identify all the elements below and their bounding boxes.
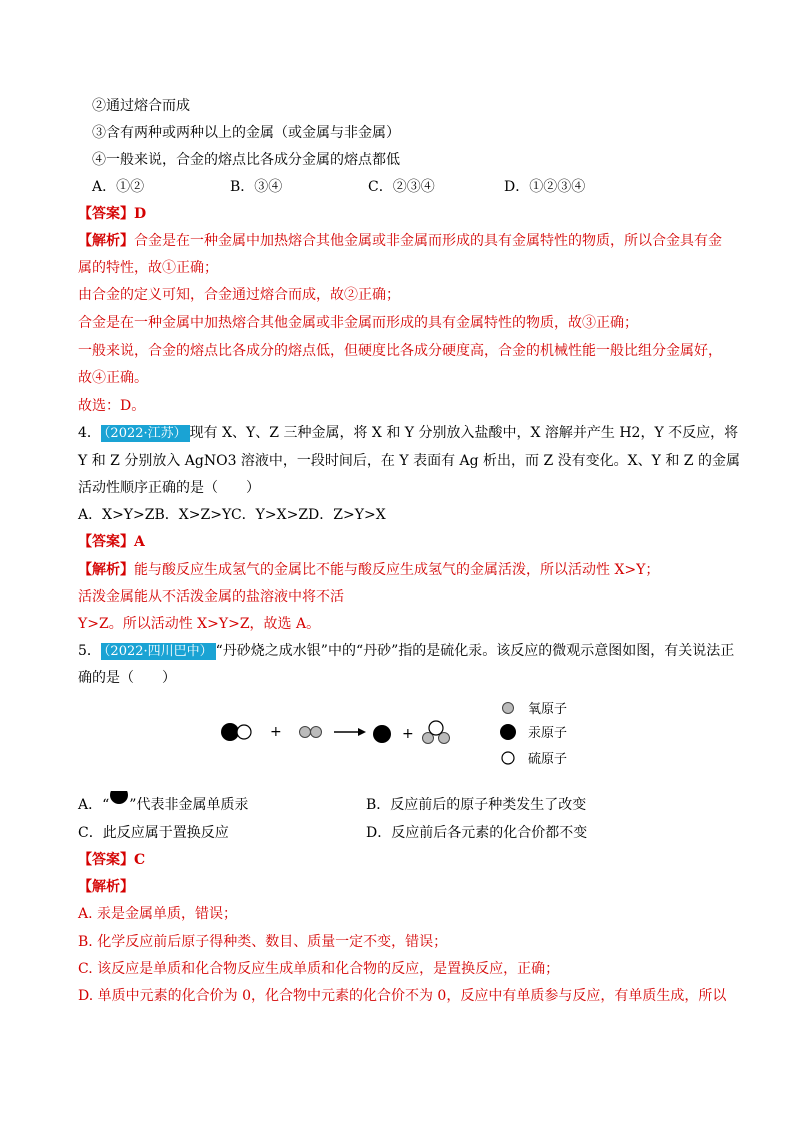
mercury-atom <box>373 725 391 743</box>
q5-answer <box>78 850 145 870</box>
analysis-label: 【解析】 <box>78 233 134 249</box>
q5-option-d: D．反应前后各元素的化合价都不变 <box>366 825 588 841</box>
answer-label: 【答案】 <box>78 206 134 222</box>
answer-value: D <box>134 206 147 222</box>
q3-analysis-line-3: 由合金的定义可知，合金通过熔合而成，故②正确； <box>78 287 400 303</box>
q4-stem-line-2: Y 和 Z 分别放入 AgNO3 溶液中，一段时间后，在 Y 表面有 Ag 析出，而 Z 没有变化。X、Y 和 Z 的金属 <box>78 453 740 469</box>
answer-value: A <box>134 534 145 550</box>
reaction-diagram <box>210 692 610 772</box>
sulfur-atom <box>237 725 251 739</box>
q3-analysis-line-6: 故④正确。 <box>78 370 148 386</box>
mercury-atom <box>221 723 239 741</box>
q5-analysis-line-3: C. 该反应是单质和化合物反应生成单质和化合物的反应，是置换反应，正确； <box>78 961 560 977</box>
q4-analysis-line-1: 【解析】能与酸反应生成氢气的金属比不能与酸反应生成氢气的金属活泼，所以活动性 X>Y； <box>78 562 660 578</box>
answer-label: 【答案】 <box>78 852 134 868</box>
legend-mercury-icon <box>500 724 516 740</box>
plus-sign-2: + <box>402 726 414 742</box>
q3-analysis-line-2: 属的特性，故①正确； <box>78 260 218 276</box>
q4-answer <box>78 532 145 552</box>
q3-option-d: D．①②③④ <box>504 179 586 195</box>
q3-analysis-line-4: 合金是在一种金属中加热熔合其他金属或非金属而形成的具有金属特性的物质，故③正确； <box>78 315 638 331</box>
q5-analysis-line-2: B. 化学反应前后原子得种类、数目、质量一定不变，错误； <box>78 934 448 950</box>
arrow-head-icon <box>358 728 366 736</box>
q3-analysis-line-7: 故选：D。 <box>78 398 146 414</box>
oxygen-atom <box>311 727 322 738</box>
q5-analysis-line-1: A. 汞是金属单质，错误； <box>78 906 238 922</box>
q3-option-b: B．③④ <box>230 179 283 195</box>
q3-option-c: C．②③④ <box>368 179 435 195</box>
q3-statement-2: ②通过熔合而成 <box>92 98 190 114</box>
q4-analysis-line-3: Y>Z。所以活动性 X>Y>Z，故选 A。 <box>78 616 321 632</box>
q5-analysis-line-4: D. 单质中元素的化合价为 0，化合物中元素的化合价不为 0，反应中有单质参与反应，有单质生成，所以 <box>78 988 727 1004</box>
q3-option-a: A．①② <box>92 179 145 195</box>
q5-option-a: A．“ ”代表非金属单质汞 <box>78 795 248 815</box>
q5-source-tag: （2022·四川巴中） <box>101 643 216 660</box>
oxygen-atom <box>300 727 311 738</box>
q3-statement-3: ③含有两种或两种以上的金属（或金属与非金属） <box>92 125 400 141</box>
legend-oxygen-label: 氧原子 <box>528 702 568 717</box>
q4-source-tag: （2022·江苏） <box>101 425 190 442</box>
mercury-atom-icon <box>109 791 129 811</box>
legend-mercury-label: 汞原子 <box>528 726 568 741</box>
legend-sulfur-icon <box>502 752 514 764</box>
q3-analysis-line-1: 【解析】合金是在一种金属中加热熔合其他金属或非金属而形成的具有金属特性的物质，所以合金具有金 <box>78 233 722 249</box>
q4-number: 4． <box>78 425 101 441</box>
q3-statement-4: ④一般来说，合金的熔点比各成分金属的熔点都低 <box>92 152 400 168</box>
answer-value: C <box>134 852 146 868</box>
sulfur-atom <box>429 721 443 735</box>
q4-options: A．X>Y>ZB．X>Z>YC．Y>X>ZD．Z>Y>X <box>78 507 386 523</box>
legend-sulfur-label: 硫原子 <box>528 752 568 767</box>
answer-label: 【答案】 <box>78 534 134 550</box>
q3-analysis-line-5: 一般来说，合金的熔点比各成分的熔点低，但硬度比各成分硬度高，合金的机械性能一般比组分金属好， <box>78 343 722 359</box>
q5-stem-line-1: 5． （2022·四川巴中） “丹砂烧之成水银”中的“丹砂”指的是硫化汞。该反应的微观示意图如图，有关说法正 <box>78 643 735 659</box>
plus-sign-1: + <box>270 724 282 740</box>
q3-answer <box>78 204 146 224</box>
q4-stem-line-1: 4． （2022·江苏） 现有 X、Y、Z 三种金属，将 X 和 Y 分别放入盐酸中，X 溶解并产生 H2，Y 不反应，将 <box>78 425 739 441</box>
q4-stem-line-3: 活动性顺序正确的是（ ） <box>78 480 260 496</box>
q4-analysis-line-2: 活泼金属能从不活泼金属的盐溶液中将不活 <box>78 589 344 605</box>
q5-option-c: C．此反应属于置换反应 <box>78 825 229 841</box>
q5-option-b: B．反应前后的原子种类发生了改变 <box>366 797 587 813</box>
legend-oxygen-icon <box>503 703 514 714</box>
q5-stem-line-2: 确的是（ ） <box>78 670 176 686</box>
analysis-label: 【解析】 <box>78 562 134 578</box>
q5-number: 5． <box>78 643 101 659</box>
q5-analysis-label: 【解析】 <box>78 879 134 895</box>
